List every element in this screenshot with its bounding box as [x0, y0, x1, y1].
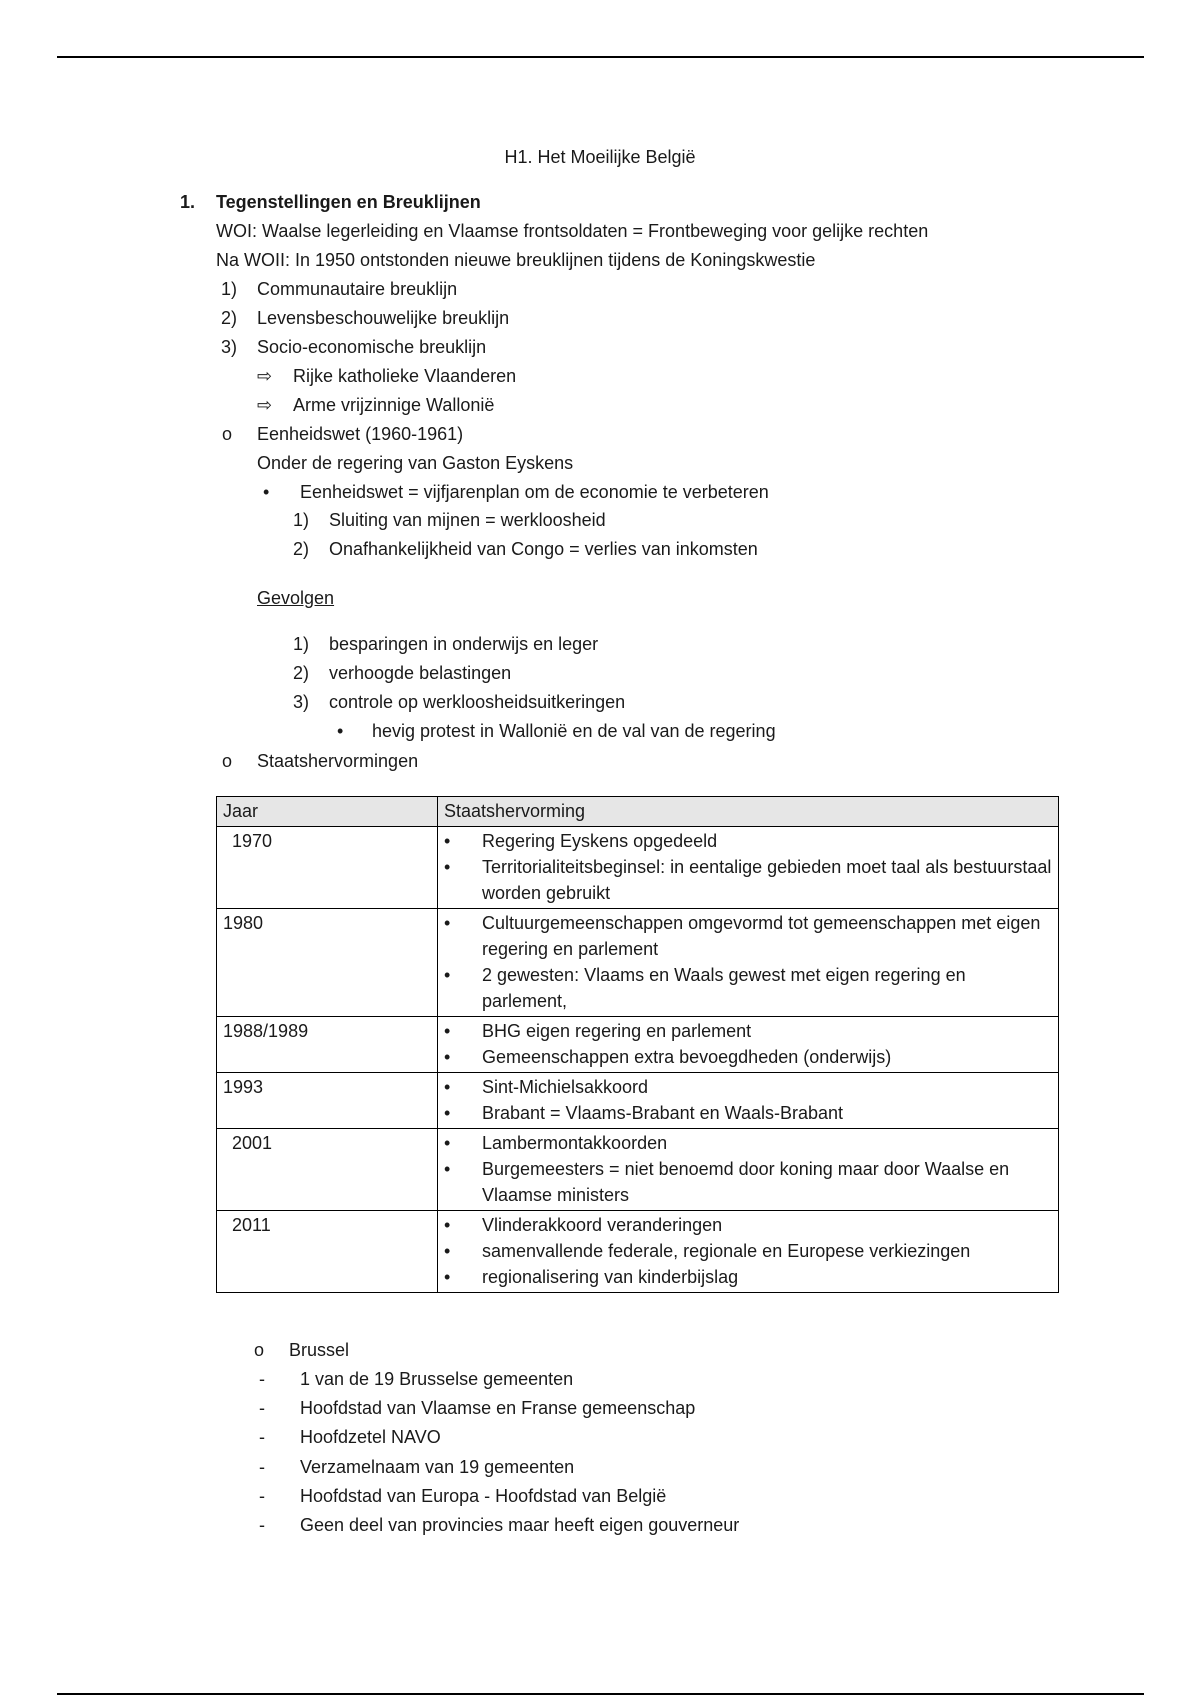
- table-row: [217, 1211, 1059, 1293]
- reform-text: Cultuurgemeenschappen omgevormd tot gemeenschappen met eigen regering en parlement: [482, 913, 1041, 959]
- dash-bullet: -: [259, 1515, 265, 1535]
- staatshervormingen-table: [216, 796, 1059, 1293]
- reform-item: [444, 1264, 1052, 1290]
- dash-bullet: -: [259, 1398, 265, 1418]
- table-row: [217, 827, 1059, 909]
- bullet-dot: •: [444, 1047, 451, 1067]
- reform-text: Brabant = Vlaams-Brabant en Waals-Brabant: [482, 1103, 844, 1123]
- bullet-dot: •: [337, 721, 344, 741]
- list-number: 1): [293, 510, 310, 530]
- table-row: [217, 909, 1059, 1017]
- eenheidswet-sub: Onder de regering van Gaston Eyskens: [257, 453, 574, 473]
- page-title: H1. Het Moeilijke België: [504, 147, 696, 167]
- eenheidswet-heading: Eenheidswet (1960-1961): [257, 424, 464, 444]
- bullet-dot: •: [444, 965, 451, 985]
- intro-line-1: WOI: Waalse legerleiding en Vlaamse frontsoldaten = Frontbeweging voor gelijke rechten: [216, 221, 929, 241]
- reform-item: [444, 1212, 1052, 1238]
- eenheidswet-bullet: Eenheidswet = vijfjarenplan om de economie te verbeteren: [300, 482, 769, 502]
- reform-item: [444, 962, 1052, 1014]
- reform-item: [444, 1018, 1052, 1044]
- reform-item: [444, 1156, 1052, 1208]
- table-row: [217, 1129, 1059, 1211]
- reform-cell: [438, 1017, 1059, 1073]
- reform-text: Regering Eyskens opgedeeld: [482, 831, 718, 851]
- year-cell: 1970: [217, 827, 438, 909]
- reform-text: Territorialiteitsbeginsel: in eentalige gebieden moet taal als bestuurstaal worden gebruikt: [482, 857, 1052, 903]
- year-cell: 1993: [217, 1073, 438, 1129]
- arrow-item: Rijke katholieke Vlaanderen: [293, 366, 517, 386]
- dash-bullet: -: [259, 1486, 265, 1506]
- bullet-dot: •: [444, 1215, 451, 1235]
- reform-text: Lambermontakkoorden: [482, 1133, 668, 1153]
- table-row: [217, 1073, 1059, 1129]
- eenheidswet-item: Sluiting van mijnen = werkloosheid: [329, 510, 606, 530]
- bullet-dot: •: [444, 1267, 451, 1287]
- gevolg-item: besparingen in onderwijs en leger: [329, 634, 599, 654]
- dash-bullet: -: [259, 1427, 265, 1447]
- reform-cell: [438, 909, 1059, 1017]
- reform-text: 2 gewesten: Vlaams en Waals gewest met eigen regering en parlement,: [482, 965, 966, 1011]
- reform-text: Vlinderakkoord veranderingen: [482, 1215, 723, 1235]
- column-header-jaar: Jaar: [217, 797, 438, 827]
- bullet-dot: •: [444, 1103, 451, 1123]
- bullet-dot: •: [444, 1159, 451, 1179]
- brussel-heading: Brussel: [289, 1340, 350, 1360]
- intro-line-2: Na WOII: In 1950 ontstonden nieuwe breuklijnen tijdens de Koningskwestie: [216, 250, 816, 270]
- reform-item: [444, 828, 1052, 854]
- reform-cell: [438, 827, 1059, 909]
- brussel-item: 1 van de 19 Brusselse gemeenten: [300, 1369, 574, 1389]
- section-number: 1.: [180, 192, 196, 212]
- bullet-dot: •: [444, 857, 451, 877]
- gevolg-item: controle op werkloosheidsuitkeringen: [329, 692, 626, 712]
- breuklijn-item: Levensbeschouwelijke breuklijn: [257, 308, 510, 328]
- reform-text: BHG eigen regering en parlement: [482, 1021, 752, 1041]
- reform-item: [444, 854, 1052, 906]
- bullet-dot: •: [444, 831, 451, 851]
- section-heading: Tegenstellingen en Breuklijnen: [216, 192, 481, 212]
- reform-cell: [438, 1073, 1059, 1129]
- reform-text: Gemeenschappen extra bevoegdheden (onderwijs): [482, 1047, 892, 1067]
- list-number: 3): [293, 692, 310, 712]
- gevolg-item: verhoogde belastingen: [329, 663, 512, 683]
- bullet-dot: •: [444, 1077, 451, 1097]
- reform-item: [444, 1130, 1052, 1156]
- year-cell: 2001: [217, 1129, 438, 1211]
- circle-bullet: o: [222, 751, 233, 771]
- list-number: 2): [221, 308, 238, 328]
- reform-cell: [438, 1211, 1059, 1293]
- brussel-item: Hoofdstad van Vlaamse en Franse gemeenschap: [300, 1398, 696, 1418]
- bullet-dot: •: [444, 913, 451, 933]
- list-number: 1): [221, 279, 238, 299]
- breuklijn-item: Socio-economische breuklijn: [257, 337, 487, 357]
- column-header-staatshervorming: Staatshervorming: [438, 797, 1059, 827]
- dash-bullet: -: [259, 1369, 265, 1389]
- eenheidswet-item: Onafhankelijkheid van Congo = verlies van inkomsten: [329, 539, 758, 559]
- brussel-item: Hoofdstad van Europa - Hoofdstad van België: [300, 1486, 667, 1506]
- year-cell: 1980: [217, 909, 438, 1017]
- gevolgen-label: Gevolgen: [257, 588, 335, 608]
- staatshervormingen-heading: Staatshervormingen: [257, 751, 419, 771]
- reform-text: samenvallende federale, regionale en Europese verkiezingen: [482, 1241, 971, 1261]
- list-number: 2): [293, 663, 310, 683]
- arrow-icon: ⇨: [257, 366, 273, 386]
- bullet-dot: •: [444, 1133, 451, 1153]
- reform-item: [444, 1100, 1052, 1126]
- arrow-icon: ⇨: [257, 395, 273, 415]
- list-number: 1): [293, 634, 310, 654]
- list-number: 3): [221, 337, 238, 357]
- reform-item: [444, 1074, 1052, 1100]
- header-rule: [57, 56, 1144, 58]
- reform-item: [444, 1238, 1052, 1264]
- arrow-item: Arme vrijzinnige Wallonië: [293, 395, 495, 415]
- table-row: [217, 1017, 1059, 1073]
- dash-bullet: -: [259, 1457, 265, 1477]
- reform-item: [444, 910, 1052, 962]
- reform-text: regionalisering van kinderbijslag: [482, 1267, 739, 1287]
- table-header-row: [217, 797, 1059, 827]
- reform-text: Burgemeesters = niet benoemd door koning maar door Waalse en Vlaamse ministers: [482, 1159, 1010, 1205]
- breuklijn-item: Communautaire breuklijn: [257, 279, 458, 299]
- brussel-item: Hoofdzetel NAVO: [300, 1427, 441, 1447]
- reform-text: Sint-Michielsakkoord: [482, 1077, 649, 1097]
- brussel-item: Geen deel van provincies maar heeft eigen gouverneur: [300, 1515, 740, 1535]
- year-cell: 2011: [217, 1211, 438, 1293]
- circle-bullet: o: [222, 424, 233, 444]
- list-number: 2): [293, 539, 310, 559]
- bullet-dot: •: [263, 482, 270, 502]
- brussel-item: Verzamelnaam van 19 gemeenten: [300, 1457, 575, 1477]
- bullet-dot: •: [444, 1241, 451, 1261]
- bullet-dot: •: [444, 1021, 451, 1041]
- reform-item: [444, 1044, 1052, 1070]
- reform-cell: [438, 1129, 1059, 1211]
- year-cell: 1988/1989: [217, 1017, 438, 1073]
- protest-item: hevig protest in Wallonië en de val van de regering: [372, 721, 776, 741]
- circle-bullet: o: [254, 1340, 265, 1360]
- footer-rule: [57, 1693, 1144, 1695]
